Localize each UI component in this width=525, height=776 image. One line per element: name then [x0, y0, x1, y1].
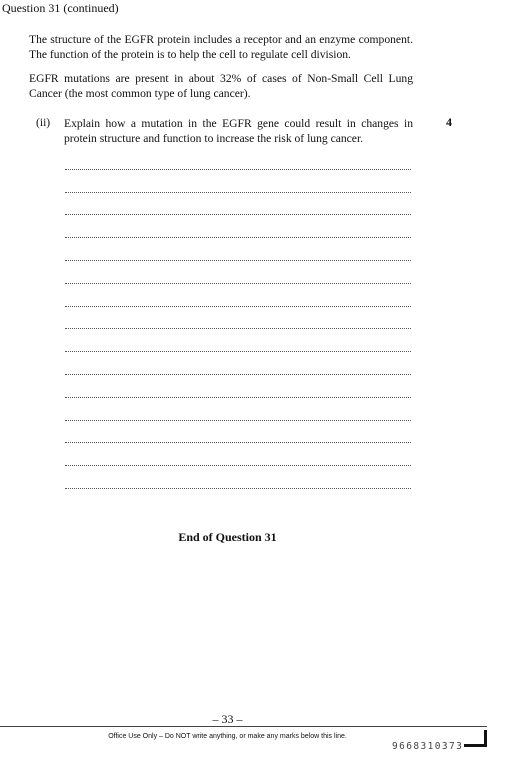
answer-line[interactable] [65, 307, 411, 330]
page-number: – 33 – [212, 712, 243, 726]
answer-line[interactable] [65, 170, 411, 193]
answer-line[interactable] [65, 375, 411, 398]
answer-line[interactable] [65, 284, 411, 307]
barcode-number: 9668310373 [392, 741, 464, 752]
intro-paragraph-1: The structure of the EGFR protein includes a receptor and an enzyme component. The function of the protein is to help the cell to regulate cell division. [29, 33, 413, 61]
footer-divider [0, 726, 487, 727]
answer-line[interactable] [65, 215, 411, 238]
marks-value: 4 [446, 115, 452, 129]
answer-lines[interactable] [65, 147, 411, 489]
question-header: Question 31 (continued) [2, 1, 119, 15]
question-part-label: (ii) [36, 116, 51, 129]
corner-registration-mark [464, 730, 487, 747]
answer-line[interactable] [65, 329, 411, 352]
intro-paragraph-2: EGFR mutations are present in about 32% of cases of Non-Small Cell Lung Cancer (the most common type of lung cancer). [29, 72, 413, 100]
answer-line[interactable] [65, 443, 411, 466]
answer-line[interactable] [65, 398, 411, 421]
answer-line[interactable] [65, 352, 411, 375]
answer-line[interactable] [65, 147, 411, 170]
answer-line[interactable] [65, 466, 411, 489]
answer-line[interactable] [65, 261, 411, 284]
answer-line[interactable] [65, 193, 411, 216]
question-text: Explain how a mutation in the EGFR gene could result in changes in protein structure and function to increase the risk of lung cancer. [64, 117, 413, 145]
answer-line[interactable] [65, 238, 411, 261]
end-of-question: End of Question 31 [178, 530, 277, 544]
answer-line[interactable] [65, 421, 411, 444]
office-use-notice: Office Use Only – Do NOT write anything, or make any marks below this line. [108, 733, 347, 740]
